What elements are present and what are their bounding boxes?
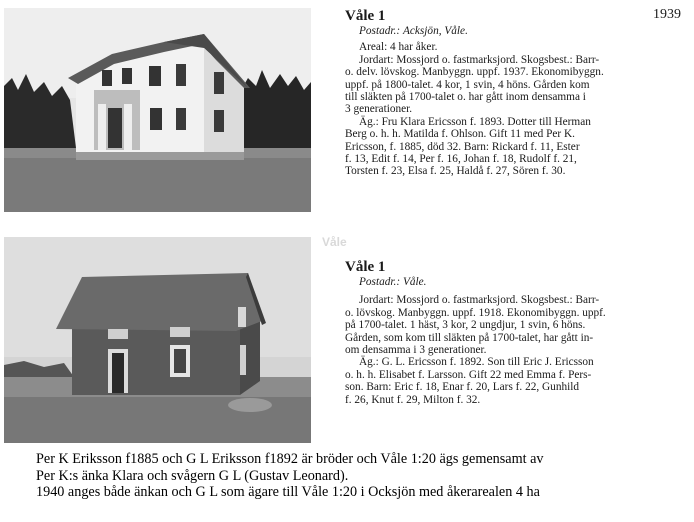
postal-address-label: Postadr.: xyxy=(359,276,401,288)
postal-address-value: Acksjön, Våle. xyxy=(402,25,468,37)
entry-line: Jordart: Mossjord o. fastmarksjord. Skogsbest.: Barr- xyxy=(359,53,600,66)
entry-title: Våle 1 xyxy=(345,8,386,24)
entry-line: Berg o. h. h. Matilda f. Ohlson. Gift 11 med Per K. xyxy=(345,128,575,141)
entry-line: f. 26, Knut f. 29, Milton f. 32. xyxy=(345,393,481,406)
entry-line: Areal: 4 har åker. xyxy=(359,41,438,54)
entry-vale-1-second xyxy=(345,258,689,406)
caption-note xyxy=(36,451,676,501)
entry-line: uppf. på 1800-talet. 4 kor, 1 svin, 4 höns. Gården kom xyxy=(345,78,590,91)
entry-line: Gården, som kom till släkten på 1700-talet, har gått in- xyxy=(345,331,594,344)
entry-vale-1-first xyxy=(345,7,689,178)
caption-line: 1940 anges både änkan och G L som ägare till Våle 1:20 i Ocksjön med åkerarealen 4 ha xyxy=(36,484,540,501)
entry-line: Ericsson, f. 1885, död 32. Barn: Rickard f. 11, Ester xyxy=(345,140,580,153)
entry-line: f. 13, Edit f. 14, Per f. 16, Johan f. 18, Rudolf f. 21, xyxy=(345,153,577,166)
postal-address-value: Våle. xyxy=(402,276,427,288)
entry-line: Torsten f. 23, Elsa f. 25, Haldå f. 27, Sören f. 30. xyxy=(345,165,566,178)
entry-title: Våle 1 xyxy=(345,259,386,275)
entry-line: o. delv. lövskog. Manbyggn. uppf. 1937. Ekonomibyggn. xyxy=(345,66,604,79)
entry-line: o. h. h. Elisabet f. Larsson. Gift 22 med Emma f. Pers- xyxy=(345,368,592,381)
year-label: 1939 xyxy=(653,7,681,22)
caption-line: Per K:s änka Klara och svågern G L (Gustav Leonard). xyxy=(36,467,349,484)
caption-line: Per K Eriksson f1885 och G L Eriksson f1892 är bröder och Våle 1:20 ägs gemensamt av xyxy=(36,451,544,467)
entry-line: son. Barn: Eric f. 18, Enar f. 20, Lars f. 22, Gunhild xyxy=(345,381,580,394)
entry-line: om densamma i 3 generationer. xyxy=(345,344,487,357)
entry-line: 3 generationer. xyxy=(345,103,413,116)
entry-line: o. lövskog. Manbyggn. uppf. 1918. Ekonomibyggn. uppf. xyxy=(345,306,606,319)
entry-line: Äg.: Fru Klara Ericsson f. 1893. Dotter till Herman xyxy=(359,115,591,128)
house-photo-1 xyxy=(4,8,311,212)
postal-address xyxy=(359,25,689,37)
postal-address-label: Postadr.: xyxy=(359,25,401,37)
postal-address xyxy=(359,276,689,288)
house-photo-2 xyxy=(4,237,311,443)
bleed-through-text: Våle xyxy=(322,235,347,249)
entry-line: till släkten på 1700-talet o. har gått inom densamma i xyxy=(345,91,586,104)
entry-line: på 1700-talet. 1 häst, 3 kor, 2 ungdjur, 1 svin, 6 höns. xyxy=(345,319,586,332)
entry-line: Äg.: G. L. Ericsson f. 1892. Son till Eric J. Ericsson xyxy=(359,356,594,369)
entry-line: Jordart: Mossjord o. fastmarksjord. Skogsbest.: Barr- xyxy=(359,294,600,307)
